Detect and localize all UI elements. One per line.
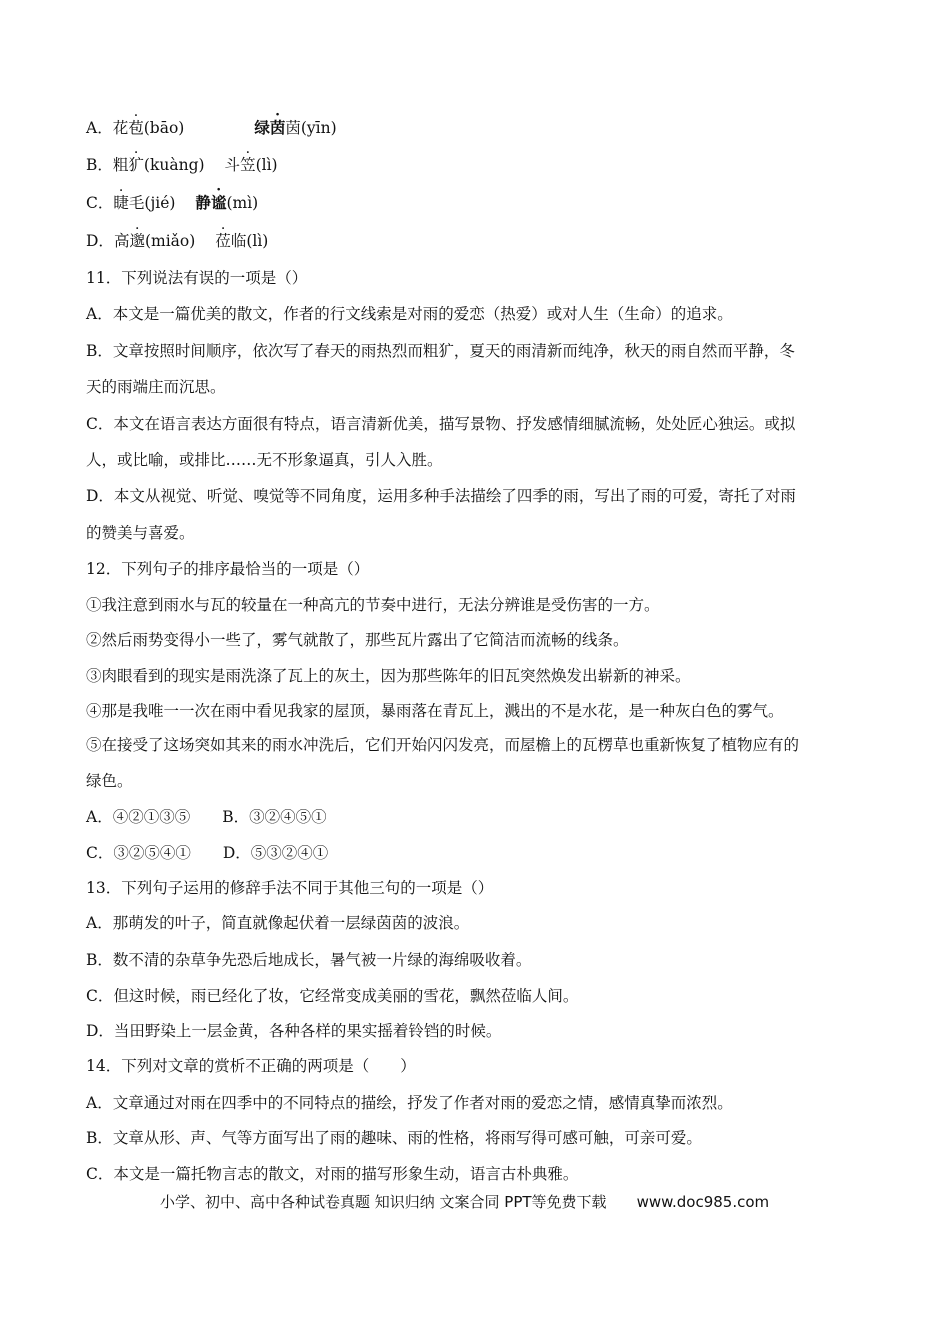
- option-label: D．: [86, 232, 114, 250]
- pinyin: 毛(jié): [128, 194, 176, 212]
- pinyin: (mì): [226, 194, 259, 212]
- question-12-sentence-5: ⑤在接受了这场突如其来的雨水冲洗后，它们开始闪闪发亮，而屋檐上的瓦楞草也重新恢复了植物应有的: [86, 736, 800, 754]
- question-12-sentence-1: ①我注意到雨水与瓦的较量在一种高亢的节奏中进行，无法分辨谁是受伤害的一方。: [86, 596, 660, 614]
- dotted-char: 邈: [129, 232, 145, 250]
- pinyin: (lì): [255, 156, 278, 174]
- option-d: D．⑤③②④①: [222, 844, 329, 862]
- footer-text: 小学、初中、高中各种试卷真题 知识归纳 文案合同 PPT等免费下载: [160, 1193, 607, 1211]
- option-c: C．③②⑤④①: [86, 844, 191, 862]
- question-11-option-b: B．文章按照时间顺序，依次写了春天的雨热烈而粗犷，夏天的雨清新而纯净，秋天的雨自然而平静，冬: [86, 342, 795, 360]
- option-label: C．: [86, 194, 114, 212]
- question-11-stem: 11．下列说法有误的一项是（）: [86, 269, 308, 287]
- question-13-option-d: D．当田野染上一层金黄，各种各样的果实摇着铃铛的时候。: [86, 1022, 502, 1040]
- question-14-stem: 14．下列对文章的赏析不正确的两项是（ ）: [86, 1057, 416, 1075]
- dotted-char: 谧: [210, 193, 227, 212]
- dotted-char: 莅: [215, 232, 231, 250]
- option-b-pinyin: [86, 155, 278, 175]
- question-11-option-b-cont: 天的雨端庄而沉思。: [86, 378, 226, 396]
- question-13-option-c: C．但这时候，雨已经化了妆，它经常变成美丽的雪花，飘然莅临人间。: [86, 987, 579, 1005]
- dotted-char: 茵: [269, 118, 286, 137]
- question-11-option-a: A．本文是一篇优美的散文，作者的行文线索是对雨的爱恋（热爱）或对人生（生命）的追求。: [86, 305, 733, 323]
- question-11-option-d: D．本文从视觉、听觉、嗅觉等不同角度，运用多种手法描绘了四季的雨，写出了雨的可爱，寄托了对雨: [86, 487, 796, 505]
- option-a-pinyin: [86, 118, 337, 138]
- option-a: A．④②①③⑤: [86, 808, 191, 826]
- dotted-char: 苞: [128, 119, 144, 137]
- option-label: B．: [86, 156, 113, 174]
- page-footer: [160, 1191, 769, 1212]
- question-12-options-cd: [86, 843, 328, 863]
- option-b: B．③②④⑤①: [222, 808, 327, 826]
- question-11-option-d-cont: 的赞美与喜爱。: [86, 524, 195, 542]
- question-14-option-b: B．文章从形、声、气等方面写出了雨的趣味、雨的性格，将雨写得可感可触，可亲可爱。: [86, 1129, 702, 1147]
- question-13-stem: 13．下列句子运用的修辞手法不同于其他三句的一项是（）: [86, 879, 494, 897]
- word-char: 花: [112, 119, 129, 137]
- pinyin: (kuàng): [143, 156, 205, 174]
- question-12-sentence-5-cont: 绿色。: [86, 772, 133, 790]
- word-char: 高: [113, 232, 130, 250]
- dotted-char: 笠: [240, 156, 256, 174]
- option-label: A．: [86, 119, 113, 137]
- dotted-char: 犷: [128, 156, 144, 174]
- option-d-pinyin: [86, 231, 268, 251]
- question-14-option-a: A．文章通过对雨在四季中的不同特点的描绘，抒发了作者对雨的爱恋之情，感情真挚而浓烈。: [86, 1094, 733, 1112]
- question-11-option-c-cont: 人，或比喻，或排比……无不形象逼真，引人入胜。: [86, 451, 443, 469]
- question-12-stem: 12．下列句子的排序最恰当的一项是（）: [86, 560, 370, 578]
- dotted-char: 睫: [113, 194, 129, 212]
- question-13-option-a: A．那萌发的叶子，简直就像起伏着一层绿茵茵的波浪。: [86, 914, 470, 932]
- question-14-option-c: C．本文是一篇托物言志的散文，对雨的描写形象生动，语言古朴典雅。: [86, 1165, 579, 1183]
- question-12-sentence-2: ②然后雨势变得小一些了，雾气就散了，那些瓦片露出了它简洁而流畅的线条。: [86, 631, 629, 649]
- question-13-option-b: B．数不清的杂草争先恐后地成长，暑气被一片绿的海绵吸收着。: [86, 951, 532, 969]
- pinyin: (bāo): [143, 119, 185, 137]
- question-12-sentence-4: ④那是我唯一一次在雨中看见我家的屋顶，暴雨落在青瓦上，溅出的不是水花，是一种灰白色的雾气。: [86, 702, 784, 720]
- question-11-option-c: C．本文在语言表达方面很有特点，语言清新优美，描写景物、抒发感情细腻流畅，处处匠心独运。或拟: [86, 415, 796, 433]
- pinyin: 茵(yīn): [285, 119, 337, 137]
- word-char: 绿: [254, 118, 270, 137]
- option-c-pinyin: [86, 193, 258, 213]
- word-char: 粗: [112, 156, 129, 174]
- pinyin: 临(lì): [230, 232, 269, 250]
- pinyin: (miǎo): [144, 232, 196, 250]
- footer-url[interactable]: www.doc985.com: [636, 1193, 770, 1211]
- word-char: 斗: [224, 156, 241, 174]
- question-12-options-ab: [86, 807, 327, 827]
- question-12-sentence-3: ③肉眼看到的现实是雨洗涤了瓦上的灰土，因为那些陈年的旧瓦突然焕发出崭新的神采。: [86, 667, 691, 685]
- word-char: 静: [195, 193, 211, 212]
